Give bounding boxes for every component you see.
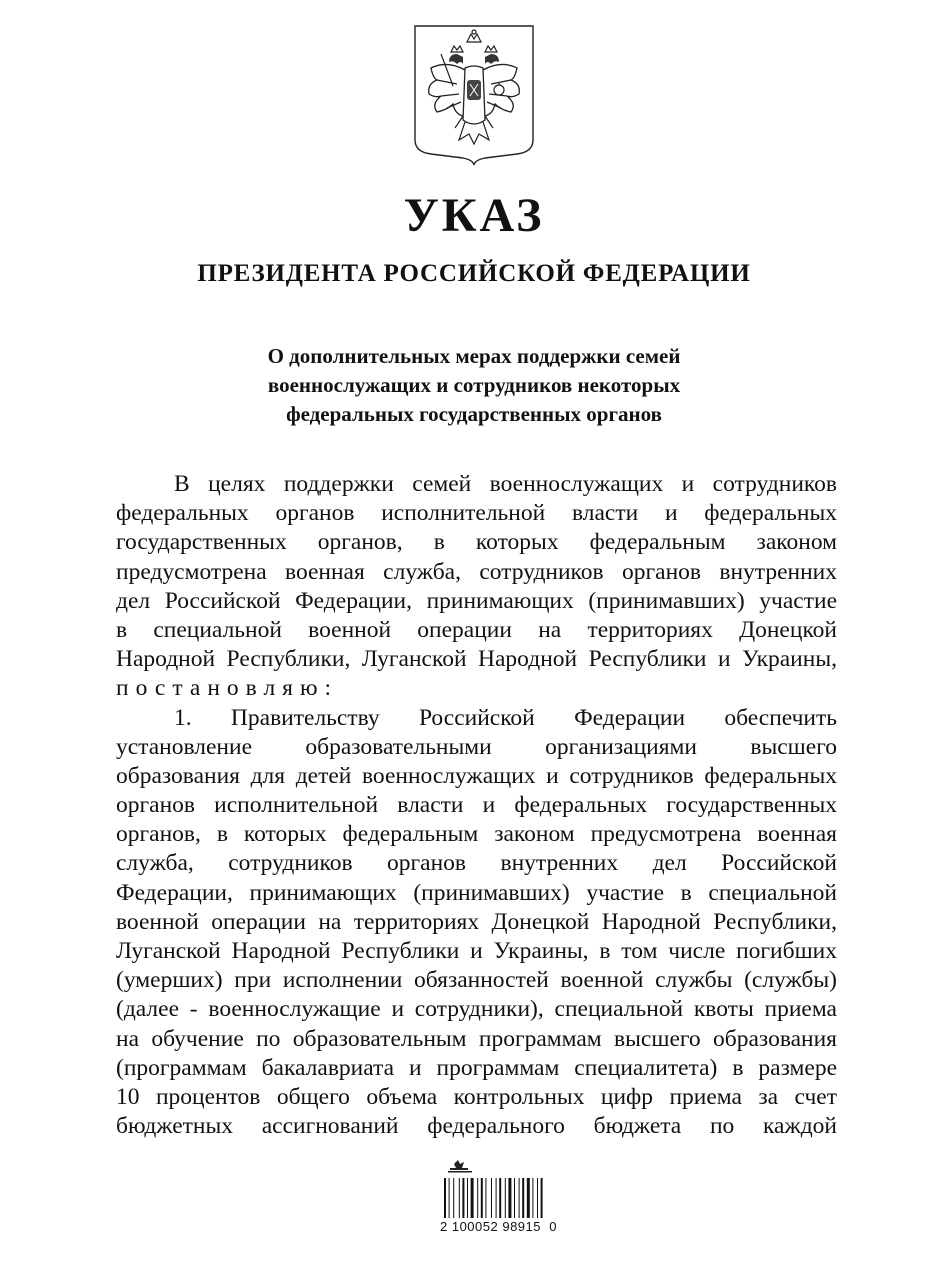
barcode-bar — [453, 1178, 454, 1218]
barcode-bar — [459, 1178, 460, 1218]
barcode-bar — [519, 1178, 520, 1218]
barcode-bar — [527, 1178, 530, 1218]
preamble-paragraph — [116, 470, 837, 704]
footer-marks — [440, 1160, 580, 1260]
barcode-bar — [477, 1178, 478, 1218]
body-line: В целях поддержки семей военнослужащих и сотрудников — [174, 471, 837, 497]
body-line: в специальной военной операции на территориях Донецкой — [116, 616, 837, 643]
barcode-bar — [537, 1178, 538, 1218]
barcode-number: 2 100052 98915 0 — [440, 1219, 557, 1234]
barcode-bar — [532, 1178, 533, 1218]
coat-of-arms-emblem — [413, 24, 535, 166]
clause-1-paragraph — [116, 704, 837, 1142]
barcode-bar — [496, 1178, 497, 1218]
body-line: на обучение по образовательным программам высшего образования — [116, 1025, 837, 1052]
document-title — [174, 342, 774, 429]
barcode-bar — [514, 1178, 515, 1218]
body-line: установление образовательными организациями высшего — [116, 733, 837, 760]
body-line: 1. Правительству Российской Федерации обеспечить — [174, 704, 837, 731]
barcode-icon — [440, 1160, 580, 1220]
body-line: (умерших) при исполнении обязанностей военной службы (службы) — [116, 967, 837, 994]
body-line: дел Российской Федерации, принимающих (принимавших) участие — [116, 587, 837, 614]
body-line: (программам бакалавриата и программам специалитета) в размере — [116, 1054, 837, 1081]
barcode-bar — [491, 1178, 492, 1218]
body-line: (далее - военнослужащие и сотрудники), специальной квоты приема — [116, 996, 837, 1023]
barcode-bar — [449, 1178, 450, 1218]
title-line: федеральных государственных органов — [286, 402, 662, 426]
body-line: Народной Республики, Луганской Народной Республики и Украины, — [116, 646, 837, 673]
barcode-bar — [444, 1178, 446, 1218]
title-line: военнослужащих и сотрудников некоторых — [267, 373, 681, 397]
decree-verb: постановляю: — [116, 675, 339, 702]
body-line: военной операции на территориях Донецкой Народной Республики, — [116, 908, 837, 935]
barcode-bar — [471, 1178, 474, 1218]
barcode-bar — [481, 1178, 483, 1218]
barcode-bar — [522, 1178, 524, 1218]
body-line: бюджетных ассигнований федерального бюджета по каждой — [116, 1113, 837, 1140]
stamp-mark-icon — [448, 1160, 472, 1173]
barcode-bar — [508, 1178, 511, 1218]
body-line: органов исполнительной власти и федеральных государственных — [116, 792, 837, 819]
body-line: предусмотрена военная служба, сотрудников органов внутренних — [116, 558, 837, 585]
document-body — [116, 470, 837, 1141]
body-line: Луганской Народной Республики и Украины, в том числе погибших — [116, 938, 837, 964]
barcode-bar — [499, 1178, 501, 1218]
title-line: О дополнительных мерах поддержки семей — [267, 344, 681, 368]
barcode-bar — [541, 1178, 543, 1218]
barcode-bar — [485, 1178, 486, 1218]
body-line: Федерации, принимающих (принимавших) участие в специальной — [116, 879, 837, 906]
double-headed-eagle-icon — [413, 24, 535, 166]
issuer-heading: ПРЕЗИДЕНТА РОССИЙСКОЙ ФЕДЕРАЦИИ — [197, 260, 751, 287]
body-line: государственных органов, в которых федеральным законом — [116, 529, 837, 556]
document-type-heading: УКАЗ — [403, 189, 545, 242]
body-line: 10 процентов общего объема контрольных цифр приема за счет — [116, 1083, 837, 1110]
body-line: органов, в которых федеральным законом предусмотрена военная — [116, 821, 837, 848]
barcode-bar — [462, 1178, 464, 1218]
body-line: служба, сотрудников органов внутренних дел Российской — [116, 850, 837, 877]
body-line: федеральных органов исполнительной власти и федеральных — [116, 500, 837, 527]
body-line: образования для детей военнослужащих и сотрудников федеральных — [116, 762, 837, 789]
barcode-bar — [467, 1178, 468, 1218]
barcode-bar — [505, 1178, 506, 1218]
